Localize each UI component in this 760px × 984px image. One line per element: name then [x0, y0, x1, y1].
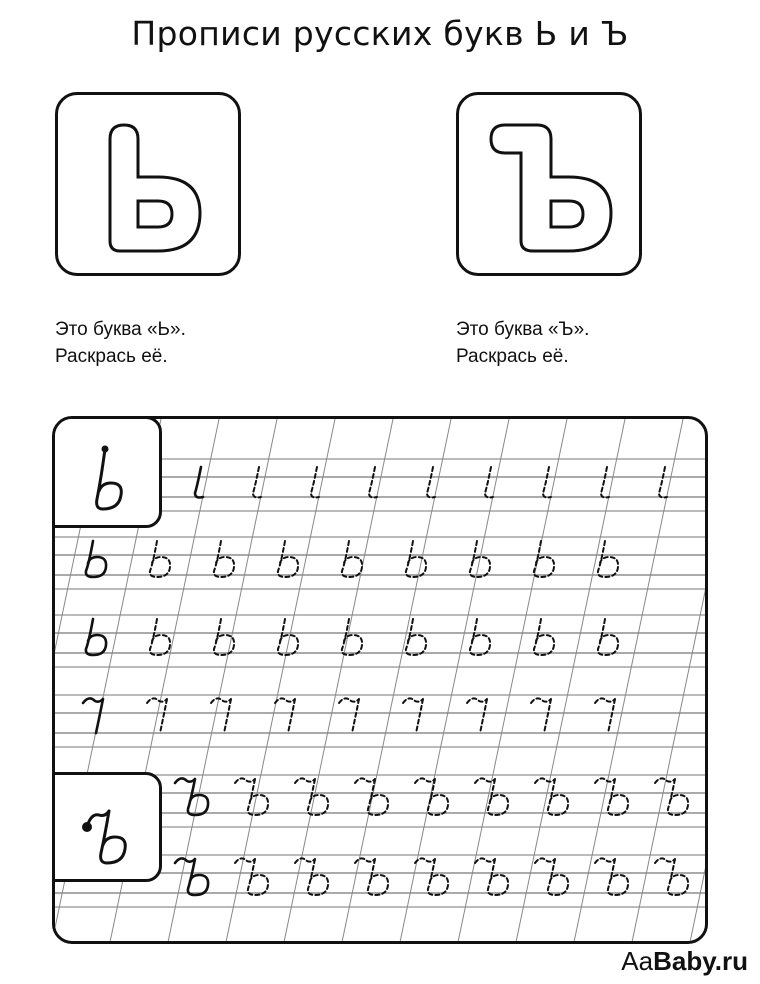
tracing-glyph [655, 858, 688, 895]
caption-line: Это буква «Ь». [55, 319, 186, 340]
tracing-glyph [598, 619, 618, 655]
tracing-glyph [275, 698, 295, 733]
soft-sign-sample-box [52, 416, 162, 528]
tracing-glyph [311, 467, 319, 498]
tracing-glyph [467, 698, 487, 733]
tracing-glyph [150, 541, 170, 577]
logo-prefix: Aa [621, 946, 654, 976]
tracing-glyph [595, 858, 628, 895]
handwriting-worksheet [52, 416, 708, 944]
tracing-glyph [427, 467, 435, 498]
hard-sign-sample-box [52, 772, 162, 882]
tracing-glyph [369, 467, 377, 498]
tracing-glyph [535, 778, 568, 815]
hard-sign-caption [456, 316, 589, 370]
model-glyph [83, 698, 103, 733]
tracing-glyph [475, 778, 508, 815]
model-glyph [86, 541, 106, 577]
tracing-glyph [535, 858, 568, 895]
tracing-glyph [253, 467, 261, 498]
tracing-glyph [601, 467, 609, 498]
page-title: Прописи русских букв Ь и Ъ [131, 14, 629, 53]
model-glyph [175, 778, 208, 815]
model-glyph [175, 858, 208, 895]
hard-sign-card [456, 92, 642, 276]
tracing-glyph [485, 467, 493, 498]
tracing-glyph [406, 541, 426, 577]
tracing-glyph [211, 698, 231, 733]
slant-guide-line [689, 419, 708, 944]
tracing-glyph [235, 778, 268, 815]
soft-sign-caption [55, 316, 186, 370]
tracing-glyph [415, 858, 448, 895]
tracing-glyph [475, 858, 508, 895]
site-logo [621, 946, 748, 977]
tracing-glyph [598, 541, 618, 577]
tracing-glyph [406, 619, 426, 655]
hard-sign-outline-glyph [459, 95, 645, 279]
tracing-glyph [150, 619, 170, 655]
soft-sign-card [55, 92, 241, 276]
tracing-glyph [278, 541, 298, 577]
caption-line: Это буква «Ъ». [456, 319, 590, 340]
logo-name: Baby [653, 946, 715, 976]
tracing-glyph [543, 467, 551, 498]
tracing-glyph [415, 778, 448, 815]
tracing-glyph [214, 619, 234, 655]
soft-sign-outline-glyph [58, 95, 244, 279]
caption-line: Раскрась её. [456, 346, 569, 367]
tracing-glyph [355, 778, 388, 815]
model-glyph [195, 467, 203, 498]
tracing-glyph [342, 541, 362, 577]
tracing-glyph [403, 698, 423, 733]
hard-sign-script-sample [55, 775, 165, 885]
tracing-glyph [659, 467, 667, 498]
slant-guide-line [631, 419, 708, 944]
tracing-glyph [595, 778, 628, 815]
tracing-glyph [534, 619, 554, 655]
logo-suffix: .ru [714, 946, 748, 976]
tracing-glyph [278, 619, 298, 655]
soft-sign-script-sample [55, 419, 165, 531]
tracing-glyph [339, 698, 359, 733]
tracing-glyph [534, 541, 554, 577]
caption-line: Раскрась её. [55, 346, 168, 367]
tracing-glyph [595, 698, 615, 733]
tracing-glyph [470, 619, 490, 655]
tracing-glyph [214, 541, 234, 577]
model-glyph [86, 619, 106, 655]
tracing-glyph [531, 698, 551, 733]
tracing-glyph [355, 858, 388, 895]
